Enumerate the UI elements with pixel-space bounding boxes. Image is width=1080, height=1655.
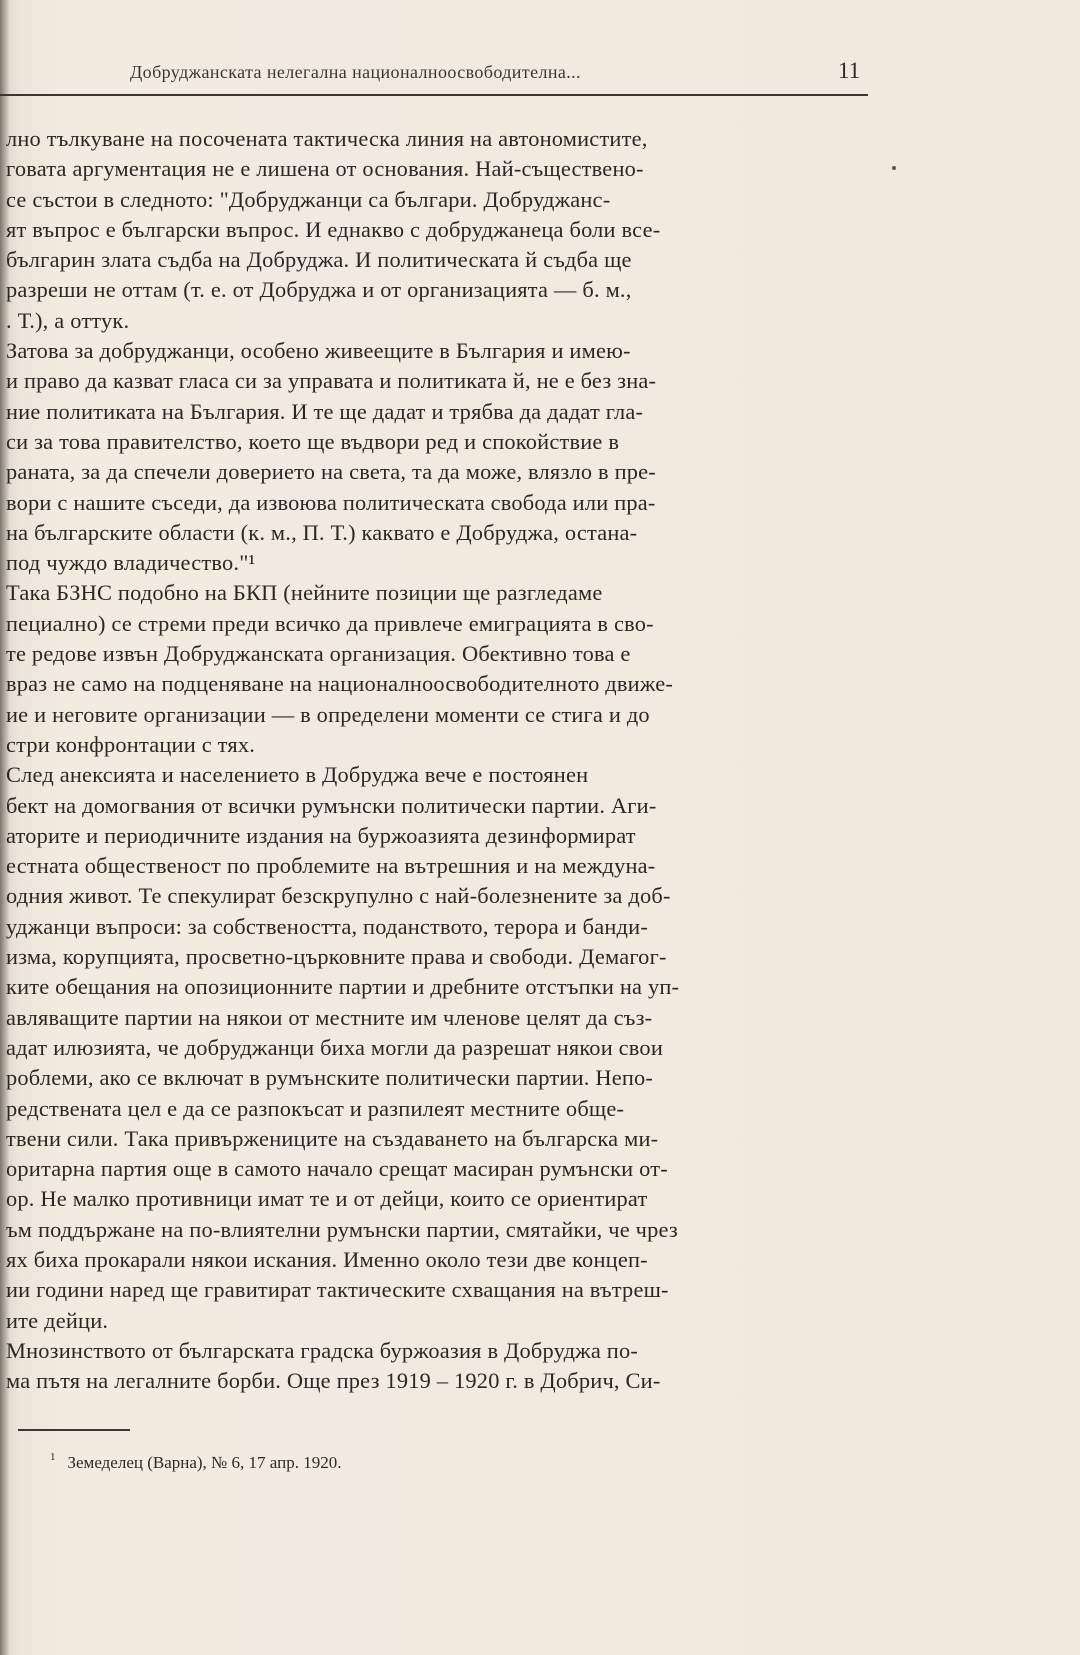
text-line: аторите и периодичните издания на буржоазията дезинформират xyxy=(6,822,636,848)
text-line: уджанци въпроси: за собствеността, поданството, терора и банди- xyxy=(6,913,648,939)
text-line: Мнозинството от българската градска буржоазия в Добруджа по- xyxy=(6,1337,639,1363)
text-line: изма, корупцията, просветно-църковните права и свободи. Демагог- xyxy=(6,944,667,970)
header-title: Добруджанската нелегална националноосвободителна... xyxy=(130,62,581,82)
text-line: ие и неговите организации — в определени моменти се стига и до xyxy=(6,701,650,727)
footnote-rule xyxy=(18,1429,130,1431)
text-line: авляващите партии на някои от местните им членове целят да съз- xyxy=(6,1004,653,1030)
footnote-marker: 1 xyxy=(50,1451,56,1463)
text-line: си за това правителство, което ще въдвори ред и спокойствие в xyxy=(6,428,620,454)
text-line: ма пътя на легалните борби. Още през 1919 – 1920 г. в Добрич, Си- xyxy=(6,1368,661,1394)
text-line: пециално) се стреми преди всичко да привлече емиграцията в сво- xyxy=(6,610,654,636)
text-line: Така БЗНС подобно на БКП (нейните позиции ще разгледаме xyxy=(6,580,603,606)
text-line: ор. Не малко противници имат те и от дейци, които се ориентират xyxy=(6,1186,648,1212)
header-rule xyxy=(0,94,868,96)
text-line: ии години наред ще гравитират тактическите схващания на вътреш- xyxy=(6,1277,669,1303)
running-header xyxy=(0,60,868,90)
text-line: ние политиката на България. И те ще дадат и трябва да дадат гла- xyxy=(6,398,644,424)
text-line: се състои в следното: "Добруджанци са българи. Добруджанс- xyxy=(6,186,611,212)
text-line: бект на домогвания от всички румънски политически партии. Аги- xyxy=(6,792,657,818)
text-line: ят въпрос е български въпрос. И еднакво с добруджанеца боли все- xyxy=(6,216,661,242)
text-line: След анексията и населението в Добруджа вече е постоянен xyxy=(6,762,589,788)
text-line: раната, за да спечели доверието на света, та да може, влязло в пре- xyxy=(6,459,656,485)
text-line: роблеми, ако се включат в румънските политически партии. Непо- xyxy=(6,1065,654,1091)
text-line: . Т.), а оттук. xyxy=(6,307,130,333)
text-line: говата аргументация не е лишена от основания. Най-съществено- xyxy=(6,156,644,182)
text-line: враз не само на подценяване на националноосвободителното движе- xyxy=(6,671,674,697)
text-line: те редове извън Добруджанската организация. Обективно това е xyxy=(6,641,631,667)
text-line: одния живот. Те спекулират безскрупулно с най-болезнените за доб- xyxy=(6,883,671,909)
text-line: вори с нашите съседи, да извоюва политическата свобода или пра- xyxy=(6,489,656,515)
text-line: оритарна партия още в самото начало срещат масиран румънски от- xyxy=(6,1156,668,1182)
text-line: ите дейци. xyxy=(6,1307,109,1333)
footnote-text: Земеделец (Варна), № 6, 17 апр. 1920. xyxy=(67,1453,342,1472)
text-line: ъм поддържане на по-влиятелни румънски партии, смятайки, че чрез xyxy=(6,1216,678,1242)
text-line: естната общественост по проблемите на вътрешния и на междуна- xyxy=(6,853,656,879)
text-line: Затова за добруджанци, особено живеещите в България и имею- xyxy=(6,338,631,364)
text-line: твени сили. Така привържениците на създаването на българска ми- xyxy=(6,1125,659,1151)
text-line: българин злата съдба на Добруджа. И политическата й съдба ще xyxy=(6,247,632,273)
text-line: разреши не оттам (т. е. от Добруджа и от организацията — б. м., xyxy=(6,277,632,303)
body-text xyxy=(6,124,872,1396)
print-speck xyxy=(892,166,896,170)
text-line: на българските области (к. м., П. Т.) каквато е Добруджа, остана- xyxy=(6,519,638,545)
text-line: под чуждо владичество."¹ xyxy=(6,550,256,576)
text-line: стри конфронтации с тях. xyxy=(6,731,256,757)
page-number: 11 xyxy=(838,58,861,83)
text-line: лно тълкуване на посочената тактическа линия на автономистите, xyxy=(6,126,648,151)
text-line: и право да казват гласа си за управата и политиката й, не е без зна- xyxy=(6,368,657,394)
footnote xyxy=(50,1451,341,1473)
text-line: ките обещания на опозиционните партии и дребните отстъпки на уп- xyxy=(6,974,680,1000)
text-line: ях биха прокарали някои искания. Именно около тези две концеп- xyxy=(6,1246,648,1272)
text-line: адат илюзията, че добруджанци биха могли да разрешат някои свои xyxy=(6,1034,664,1060)
text-line: редствената цел е да се разпокъсат и разпилеят местните обще- xyxy=(6,1095,625,1121)
